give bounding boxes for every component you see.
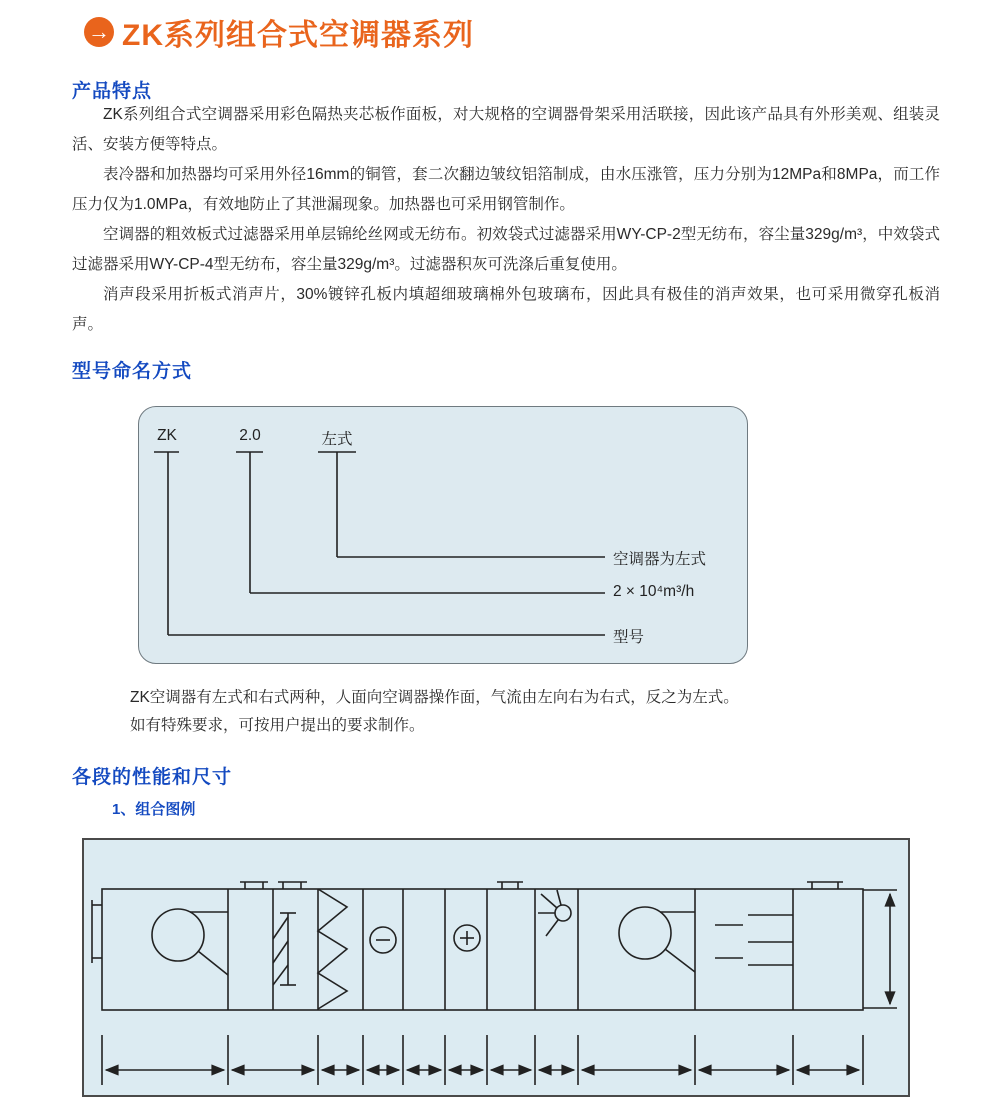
page-title-row — [84, 10, 474, 54]
width-dimensions — [102, 1035, 863, 1085]
callout-airflow-label: 2 × 10⁴m³/h — [613, 583, 695, 600]
silencer-splitters-icon — [715, 915, 793, 965]
unit-combination-diagram-panel — [82, 838, 910, 1097]
naming-note-line: 如有特殊要求，可按用户提出的要求制作。 — [130, 717, 425, 734]
top-flange-icon — [240, 882, 843, 889]
feature-paragraph: ZK系列组合式空调器采用彩色隔热夹芯板作面板，对大规格的空调器骨架采用活联接，因此该产品具有外形美观、组装灵活、安装方便等特点。 — [72, 106, 940, 153]
naming-heading: 型号命名方式 — [72, 361, 193, 382]
naming-note-line: ZK空调器有左式和右式两种，人面向空调器操作面，气流由左向右为右式，反之为左式。 — [130, 689, 739, 706]
combination-legend-subheading: 1、组合图例 — [112, 801, 196, 818]
model-code-side: 左式 — [321, 431, 353, 448]
fan-icon — [152, 909, 228, 975]
unit-combination-diagram — [82, 838, 910, 1097]
feature-paragraph: 表冷器和加热器均可采用外径16mm的铜管，套二次翻边皱纹铝箔制成，由水压涨管，压力分别为12MPa和8MPa，而工作压力仅为1.0MPa，有效地防止了其泄漏现象。加热器也可采用钢管制作。 — [72, 166, 940, 213]
features-paragraphs — [72, 100, 940, 340]
feature-paragraph: 消声段采用折板式消声片，30%镀锌孔板内填超细玻璃棉外包玻璃布，因此具有极佳的消声效果，也可采用微穿孔板消声。 — [72, 286, 940, 333]
fan-icon — [619, 907, 695, 972]
unit-casing — [102, 889, 863, 1010]
height-dimension — [863, 890, 897, 1008]
damper-filter-icon — [273, 913, 296, 985]
bag-filter-zigzag-icon — [318, 889, 347, 1009]
callout-model-label: 型号 — [613, 629, 645, 646]
cooling-coil-icon — [370, 927, 396, 953]
features-heading: 产品特点 — [72, 81, 153, 102]
inlet-flange-icon — [92, 900, 102, 963]
callout-side-label: 空调器为左式 — [613, 551, 707, 568]
performance-heading: 各段的性能和尺寸 — [72, 767, 233, 788]
heating-coil-icon — [454, 925, 480, 951]
model-code-number: 2.0 — [239, 427, 261, 444]
humidifier-spray-icon — [538, 890, 571, 936]
feature-paragraph: 空调器的粗效板式过滤器采用单层锦纶丝网或无纺布。初效袋式过滤器采用WY-CP-2型无纺布，容尘量329g/m³，中效袋式过滤器采用WY-CP-4型无纺布，容尘量329g/m³。过滤器积灰可洗涤后重复使用。 — [72, 226, 940, 273]
naming-note — [130, 684, 890, 740]
naming-diagram-panel — [138, 406, 748, 664]
naming-leader-lines — [139, 407, 747, 663]
model-code-prefix: ZK — [157, 427, 177, 444]
page-title: ZK系列组合式空调器系列 — [122, 19, 474, 52]
arrow-right-circle-icon: → — [84, 17, 114, 47]
